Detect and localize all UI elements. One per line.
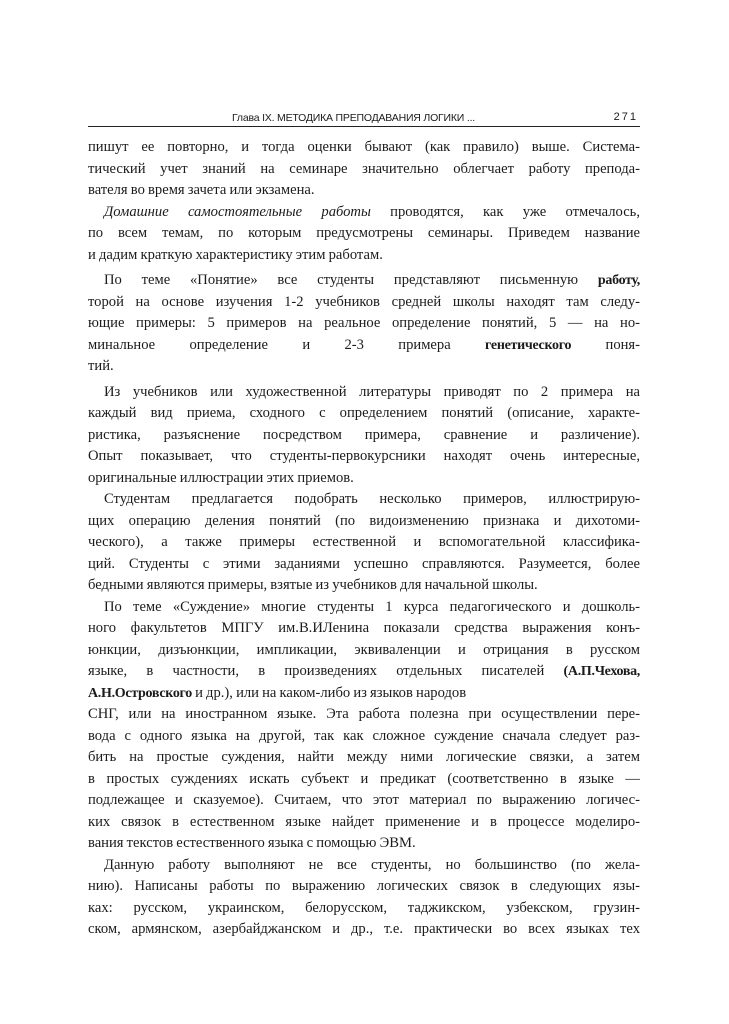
text-line: пишут ее повторно, и тогда оценки бывают (как правило) выше. Система- <box>88 139 640 155</box>
text-line: ках: русском, украинском, белорусском, таджикском, узбекском, грузин- <box>88 899 640 916</box>
text-line: Данную работу выполняют не все студенты, но большинство (по жела- <box>104 856 640 873</box>
text-line: ного факультетов МПГУ им.В.ИЛенина показали средства выражения конъ- <box>88 620 640 636</box>
text-line: оригинальные иллюстрации этих приемов. <box>88 469 354 486</box>
text-line <box>88 661 640 683</box>
overprint-word: А.Н.Островского <box>88 685 192 701</box>
overprint-word: генетического <box>485 337 572 353</box>
text-line: торой на основе изучения 1-2 учебников средней школы находят там следу- <box>88 293 640 310</box>
overprint-word: (А.П.Чехова, <box>563 664 640 679</box>
text-line: ристика, разъяснение посредством примера, сравнение и различение). <box>88 426 640 443</box>
text-line: вода с одного языка на другой, так как сложное суждение сначала следует раз- <box>88 727 640 744</box>
text-line: юнкции, дизъюнкции, импликации, эквиваленции и отрицания в русском <box>88 641 640 658</box>
page-number: 271 <box>613 111 638 123</box>
text-line: Из учебников или художественной литературы приводят по 2 примера на <box>104 383 640 400</box>
text-line: ческого), а также примеры естественной и вспомогательной классифика- <box>88 534 640 550</box>
body-text <box>88 137 640 941</box>
text-line: Опыт показывает, что студенты-первокурсники находят очень интересные, <box>88 448 640 464</box>
text-line: ций. Студенты с этими заданиями успешно справляются. Разумеется, более <box>88 555 640 572</box>
text-line: подлежащее и сказуемое). Считаем, что этот материал по выражению логичес- <box>88 792 640 808</box>
italic-term: Домашние самостоятельные работы <box>104 203 371 220</box>
text-line: ких связок в естественном языке найдет применение и в процессе моделиро- <box>88 813 640 830</box>
overprint-word: работу, <box>597 273 640 288</box>
text-line: тий. <box>88 358 114 374</box>
text-line: ющие примеры: 5 примеров на реальное определение понятий, 5 — на но- <box>88 315 640 331</box>
text-line: СНГ, или на иностранном языке. Эта работа полезна при осуществлении пере- <box>88 706 640 722</box>
text-line: в простых суждениях искать субъект и предикат (соответственно в языке — <box>88 770 640 787</box>
text-fragment: поня- <box>571 336 640 353</box>
chapter-title: Глава IX. МЕТОДИКА ПРЕПОДАВАНИЯ ЛОГИКИ ... <box>232 112 476 124</box>
text-fragment: минальное определение и 2-3 примера <box>88 336 486 353</box>
text-line: и дадим краткую характеристику этим работам. <box>88 246 383 263</box>
text-line: щих операцию деления понятий (по видоизменению признака и дихотоми- <box>88 512 640 529</box>
text-line: по всем темам, по которым предусмотрены семинары. Приведем название <box>88 225 640 241</box>
text-line: тический учет знаний на семинаре значительно облегчает работу препода- <box>88 160 640 177</box>
text-fragment: языке, в частности, в произведениях отдельных писателей <box>88 663 564 679</box>
text-line: бедными являются примеры, взятые из учебников для начальной школы. <box>88 577 538 593</box>
text-line: вания текстов естественного языка с помощью ЭВМ. <box>88 835 416 851</box>
text-line: бить на простые суждения, найти между ними логические связки, а затем <box>88 749 640 765</box>
text-fragment: и др.), или на каком-либо из языков народов <box>191 684 467 701</box>
text-line: По теме «Суждение» многие студенты 1 курса педагогического и дошколь- <box>104 598 640 615</box>
text-line: нию). Написаны работы по выражению логических связок в следующих язы- <box>88 878 640 894</box>
text-line <box>88 202 640 224</box>
text-line <box>88 683 640 705</box>
header-rule <box>88 126 640 127</box>
text-line: вателя во время зачета или экзамена. <box>88 182 315 198</box>
text-fragment: проводятся, как уже отмечалось, <box>370 203 640 220</box>
text-line: ском, армянском, азербайджанском и др., т.е. практически во всех языках тех <box>88 921 640 937</box>
text-line <box>88 335 640 357</box>
text-line: Студентам предлагается подобрать несколько примеров, иллюстрирую- <box>104 491 640 507</box>
text-line: каждый вид приема, сходного с определением понятий (описание, характе- <box>88 405 640 421</box>
text-line <box>88 270 640 292</box>
text-fragment: По теме «Понятие» все студенты представляют письменную <box>104 272 598 288</box>
